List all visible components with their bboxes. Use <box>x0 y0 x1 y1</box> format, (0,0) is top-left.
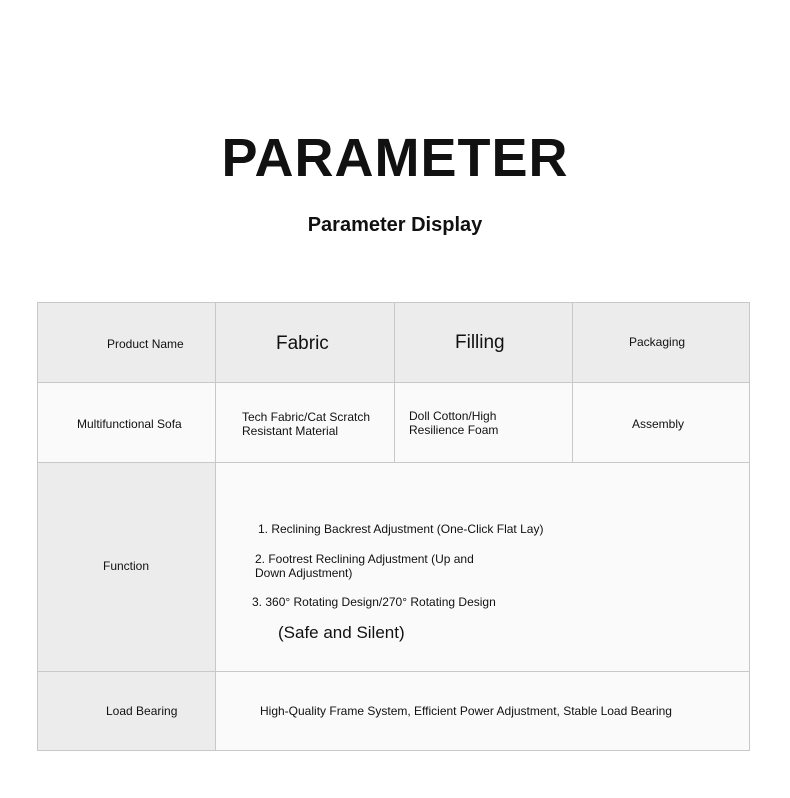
function-label: Function <box>103 559 150 573</box>
product-name-value: Multifunctional Sofa <box>77 417 182 431</box>
filling-value-line1: Doll Cotton/High <box>409 409 497 423</box>
value-cell-product-name <box>38 383 216 463</box>
product-name-label: Product Name <box>107 337 184 351</box>
function-label-cell <box>38 463 216 672</box>
filling-value-line2: Resilience Foam <box>409 423 499 437</box>
load-value-cell <box>216 672 749 750</box>
value-cell-fabric <box>216 383 395 463</box>
header-cell-packaging <box>573 303 749 383</box>
fabric-value-line1: Tech Fabric/Cat Scratch <box>242 410 371 424</box>
page-title: PARAMETER <box>221 128 569 188</box>
value-cell-filling <box>395 383 573 463</box>
header-cell-filling <box>395 303 573 383</box>
page-subtitle: Parameter Display <box>307 214 483 236</box>
packaging-value: Assembly <box>632 417 685 431</box>
header-cell-product-name <box>38 303 216 383</box>
packaging-label: Packaging <box>629 335 686 349</box>
function-value-cell <box>216 463 749 672</box>
function-item-4: (Safe and Silent) <box>278 623 405 642</box>
function-item-3: 3. 360° Rotating Design/270° Rotating Design <box>252 595 496 609</box>
function-item-2-line2: Down Adjustment) <box>255 566 353 580</box>
parameter-table <box>37 302 750 751</box>
load-label: Load Bearing <box>106 704 178 718</box>
filling-label: Filling <box>455 332 505 353</box>
function-item-1: 1. Reclining Backrest Adjustment (One-Click Flat Lay) <box>258 522 544 536</box>
fabric-value-line2: Resistant Material <box>242 424 339 438</box>
load-label-cell <box>38 672 216 750</box>
header-cell-fabric <box>216 303 395 383</box>
load-value: High-Quality Frame System, Efficient Power Adjustment, Stable Load Bearing <box>260 704 672 718</box>
fabric-label: Fabric <box>276 333 329 354</box>
function-item-2-line1: 2. Footrest Reclining Adjustment (Up and <box>255 552 474 566</box>
value-cell-packaging <box>573 383 749 463</box>
